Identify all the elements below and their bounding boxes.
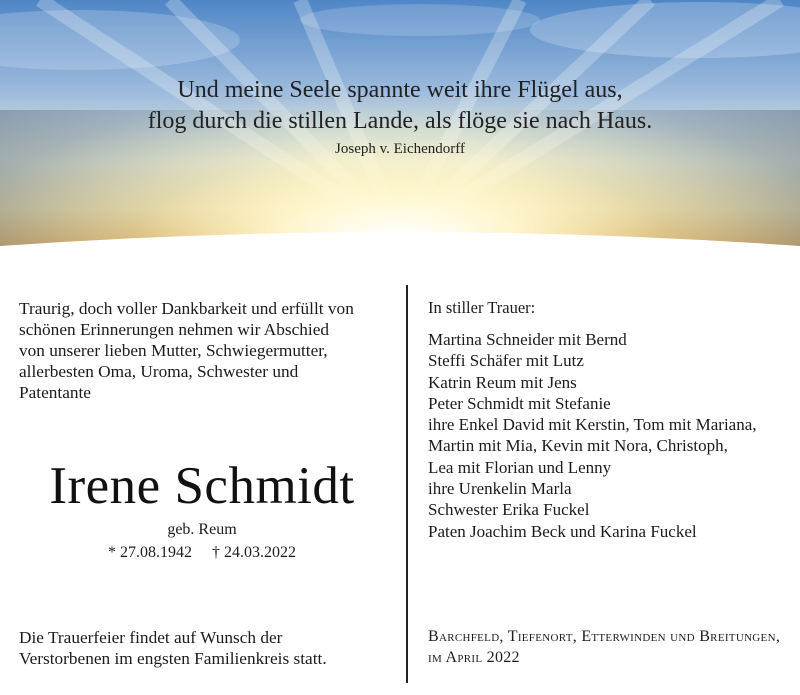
column-divider: [406, 285, 408, 683]
place-and-date: [428, 626, 788, 668]
intro-line: schönen Erinnerungen nehmen wir Abschied: [19, 320, 330, 339]
mourner-line: Lea mit Florian und Lenny: [428, 457, 612, 477]
deceased-name: Irene Schmidt: [49, 457, 355, 515]
mourner-line: Peter Schmidt mit Stefanie: [428, 393, 611, 413]
funeral-line: Verstorbenen im engsten Familienkreis statt.: [19, 649, 327, 668]
quote-author: Joseph v. Eichendorff: [335, 141, 465, 157]
mourner-line: Katrin Reum mit Jens: [428, 372, 577, 392]
quote-line: flog durch die stillen Lande, als flöge sie nach Haus.: [147, 108, 653, 134]
mourner-line: ihre Enkel David mit Kerstin, Tom mit Mariana,: [428, 415, 757, 435]
mourner-line: Steffi Schäfer mit Lutz: [428, 351, 584, 371]
life-dates: [0, 544, 404, 562]
death-date: † 24.03.2022: [212, 544, 296, 561]
quote: [0, 75, 800, 137]
intro-line: Patentante: [19, 383, 91, 402]
intro-line: Traurig, doch voller Dankbarkeit und erfüllt von: [19, 299, 354, 318]
funeral-notice: [19, 627, 399, 669]
birth-date: * 27.08.1942: [108, 544, 192, 561]
mourner-line: Schwester Erika Fuckel: [428, 500, 590, 520]
mourner-line: Martin mit Mia, Kevin mit Nora, Christoph,: [428, 436, 728, 456]
funeral-line: Die Trauerfeier findet auf Wunsch der: [19, 628, 283, 647]
intro-line: von unserer lieben Mutter, Schwiegermutter,: [19, 341, 328, 360]
mourner-line: Paten Joachim Beck und Karina Fuckel: [428, 521, 697, 541]
intro-text: [19, 298, 389, 403]
mourner-line: Martina Schneider mit Bernd: [428, 330, 627, 349]
place-line: Barchfeld, Tiefenort, Etterwinden und Breitungen,: [428, 628, 781, 645]
mourners-list: [428, 329, 788, 542]
date-line: im April 2022: [428, 649, 520, 666]
birth-name: geb. Reum: [167, 521, 237, 538]
intro-line: allerbesten Oma, Uroma, Schwester und: [19, 362, 299, 381]
mourners-heading: In stiller Trauer:: [428, 298, 536, 317]
mourner-line: ihre Urenkelin Marla: [428, 479, 572, 499]
quote-line: Und meine Seele spannte weit ihre Flügel aus,: [177, 77, 623, 103]
